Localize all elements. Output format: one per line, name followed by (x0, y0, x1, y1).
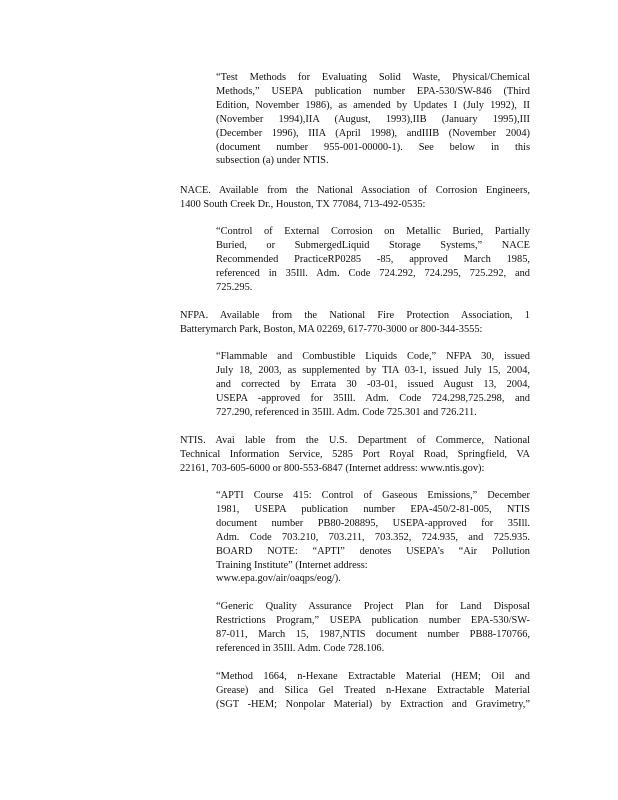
text-line: and corrected by Errata 30 -03-01, issued August 13, 2004, (216, 378, 530, 390)
text-line: BOARD NOTE: “APTI” denotes USEPA’s “Air Pollution (216, 545, 530, 557)
text-line: (SGT -HEM; Nonpolar Material) by Extraction and Gravimetry,” (216, 698, 530, 710)
nfpa-flammable-code-reference (216, 350, 530, 420)
text-line: (document number 955-001-00000-1). See below in this (216, 141, 530, 153)
text-line: “APTI Course 415: Control of Gaseous Emissions,” December (216, 490, 530, 501)
text-line: “Control of External Corrosion on Metallic Buried, Partially (216, 226, 530, 237)
text-line: referenced in 35Ill. Adm. Code 724.292, 724.295, 725.292, and (216, 267, 530, 279)
text-line: referenced in 35Ill. Adm. Code 728.106. (216, 642, 385, 654)
text-line: 1400 South Creek Dr., Houston, TX 77084, 713-492-0535: (180, 198, 426, 210)
test-methods-reference (216, 71, 530, 168)
text-line: Grease) and Silica Gel Treated n-Hexane Extractable Material (216, 684, 530, 696)
text-line: (December 1996), IIIA (April 1998), andIIIB (November 2004) (216, 127, 530, 139)
text-line: “Flammable and Combustible Liquids Code,” NFPA 30, issued (216, 351, 530, 362)
text-line: (November 1994),IIA (August, 1993),IIB (January 1995),III (216, 113, 530, 125)
text-line: NTIS. Avai lable from the U.S. Department of Commerce, National (180, 435, 530, 446)
nace-source-heading (180, 184, 530, 212)
text-line: 727.290, referenced in 35Ill. Adm. Code 725.301 and 726.211. (216, 406, 477, 418)
text-line: document number PB80-208895, USEPA-approved for 35Ill. (216, 517, 530, 529)
text-line: “Test Methods for Evaluating Solid Waste, Physical/Chemical (216, 72, 530, 83)
text-line: 1981, USEPA publication number EPA-450/2-81-005, NTIS (216, 503, 530, 515)
text-line: NACE. Available from the National Association of Corrosion Engineers, (180, 185, 530, 196)
text-line: Buried, or SubmergedLiquid Storage Systems,” NACE (216, 239, 530, 251)
text-line: 725.295. (216, 281, 253, 293)
text-line: NFPA. Available from the National Fire Protection Association, 1 (180, 310, 530, 321)
text-line: Technical Information Service, 5285 Port Royal Road, Springfield, VA (180, 448, 530, 460)
text-line: www.epa.gov/air/oaqps/eog/). (216, 573, 341, 585)
text-line: Edition, November 1986), as amended by Updates I (July 1992), II (216, 99, 530, 111)
text-line: Batterymarch Park, Boston, MA 02269, 617-770-3000 or 800-344-3555: (180, 323, 483, 335)
nfpa-source-heading (180, 309, 530, 337)
text-line: Training Institute” (Internet address: (216, 559, 368, 571)
text-line: subsection (a) under NTIS. (216, 155, 329, 167)
text-line: “Method 1664, n-Hexane Extractable Material (HEM; Oil and (216, 671, 530, 682)
apti-course-reference (216, 489, 530, 586)
text-line: Restrictions Program,” USEPA publication number EPA-530/SW- (216, 614, 530, 626)
generic-qa-plan-reference (216, 600, 530, 656)
method-1664-reference (216, 670, 530, 712)
text-line: July 18, 2003, as supplemented by TIA 03-1, issued July 15, 2004, (216, 364, 530, 376)
text-line: Adm. Code 703.210, 703.211, 703.352, 724.935, and 725.935. (216, 531, 530, 543)
text-line: Methods,” USEPA publication number EPA-530/SW-846 (Third (216, 85, 530, 97)
text-line: Recommended PracticeRP0285 -85, approved March 1985, (216, 253, 530, 265)
text-line: “Generic Quality Assurance Project Plan for Land Disposal (216, 601, 530, 612)
ntis-source-heading (180, 434, 530, 476)
nace-corrosion-reference (216, 225, 530, 295)
text-line: USEPA -approved for 35Ill. Adm. Code 724.298,725.298, and (216, 392, 530, 404)
text-line: 87-011, March 15, 1987,NTIS document number PB88-170766, (216, 628, 530, 640)
text-line: 22161, 703-605-6000 or 800-553-6847 (Internet address: www.ntis.gov): (180, 462, 485, 474)
